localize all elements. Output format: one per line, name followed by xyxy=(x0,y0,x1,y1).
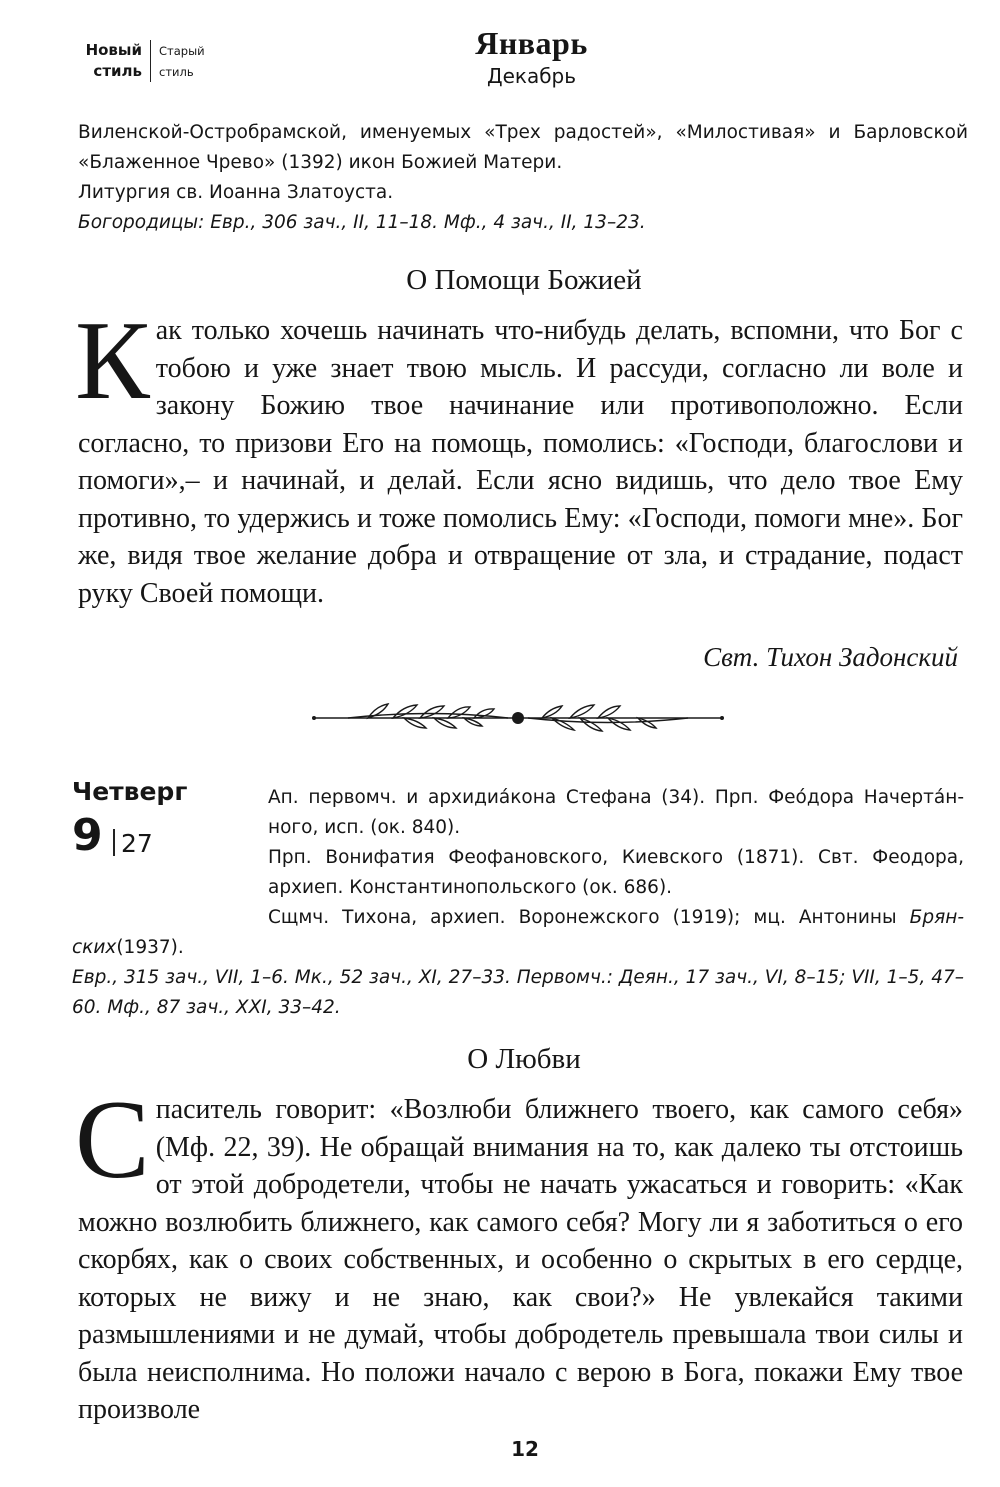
saints-line-3: Сщмч. Тихона, архиеп. Воронежского (1919); мц. Антонины Брянских(1937). xyxy=(72,907,964,958)
essay-author: Свт. Тихон Задонский xyxy=(703,642,958,672)
old-style-label: Старый стиль xyxy=(159,44,205,79)
theotokos-readings: Богородицы: Евр., 306 зач., II, 11–18. Мф., 4 зач., II, 13–23. xyxy=(78,212,646,233)
liturgy-note: Литургия св. Иоанна Златоуста. xyxy=(78,182,394,203)
drop-cap: С xyxy=(75,1078,150,1202)
essay-title-help-of-god: О Помощи Божией xyxy=(406,264,642,296)
new-style-label: Новый стиль xyxy=(80,40,151,82)
essay-body: паситель говорит: «Возлюби ближнего твоего, как самого себя» (Мф. 22, 39). Не обращай внимания на то, как далеко ты отстоишь от этой добродетели, чтобы не начать ужасаться и говорить: «Как можно возлюбить ближнего, как самого себя? Могу ли я заботиться о его скорбях, как о своих собственных, и особенно о скрытых в его сердце, которых не вижу и не знаю, как свои?» Не увлекайся такими размышлениями и не думай, чтобы добродетель превышала твои силы и была неисполнима. Но положи начало с верою в Бога, покажи Ему твое произволе xyxy=(78,1094,963,1425)
weekday-label: Четверг xyxy=(72,777,188,806)
essay-title-love: О Любви xyxy=(467,1043,581,1075)
drop-cap: К xyxy=(75,299,150,423)
page-number: 12 xyxy=(511,1437,539,1461)
icons-commemoration: Виленской-Остробрамской, именуемых «Трех радостей», «Милостивая» и Барловской «Блаженное Чрево» (1392) икон Божией Матери. xyxy=(78,122,968,173)
essay-body: ак только хочешь начинать что-нибудь делать, вспомни, что Бог с тобою и уже знает твою мысль. И рассуди, согласно ли воле и закону Божию твое начинание или противоположно. Если согласно, то призови Его на помощь, помолись: «Господи, благослови и помоги»,– и начинай, и делай. Если ясно видишь, что дело твое Ему противно, то удержись и тоже помолись Ему: «Господи, помоги мне». Бог же, видя твое желание добра и отвращение от зла, и страдание, подаст руку Своей помощи. xyxy=(78,315,963,609)
month-header xyxy=(0,22,1000,88)
month-new-style: Январь xyxy=(475,25,588,61)
floral-divider-ornament xyxy=(308,697,728,739)
new-style-date: 9 xyxy=(72,810,103,861)
old-style-date: 27 xyxy=(113,826,153,862)
commemorations-continued xyxy=(78,118,968,238)
essay-love xyxy=(75,1078,963,1429)
month-old-style: Декабрь xyxy=(486,64,577,88)
saints-line-1: Ап. первомч. и архидиа́кона Стефана (34). Прп. Фео́дора Начерта́нного, исп. (ок. 840). xyxy=(268,787,964,838)
day-readings: Евр., 315 зач., VII, 1–6. Мк., 52 зач., XI, 27–33. Первомч.: Деян., 17 зач., VI, 8–15; VII, 1–5, 47–60. Мф., 87 зач., XXI, 33–42. xyxy=(72,967,964,1018)
saints-line-2: Прп. Вонифатия Феофановского, Киевского (1871). Свт. Феодора, архиеп. Константинопольского (ок. 686). xyxy=(268,847,964,898)
essay-help-of-god xyxy=(75,299,963,612)
day-commemorations xyxy=(72,783,964,1023)
